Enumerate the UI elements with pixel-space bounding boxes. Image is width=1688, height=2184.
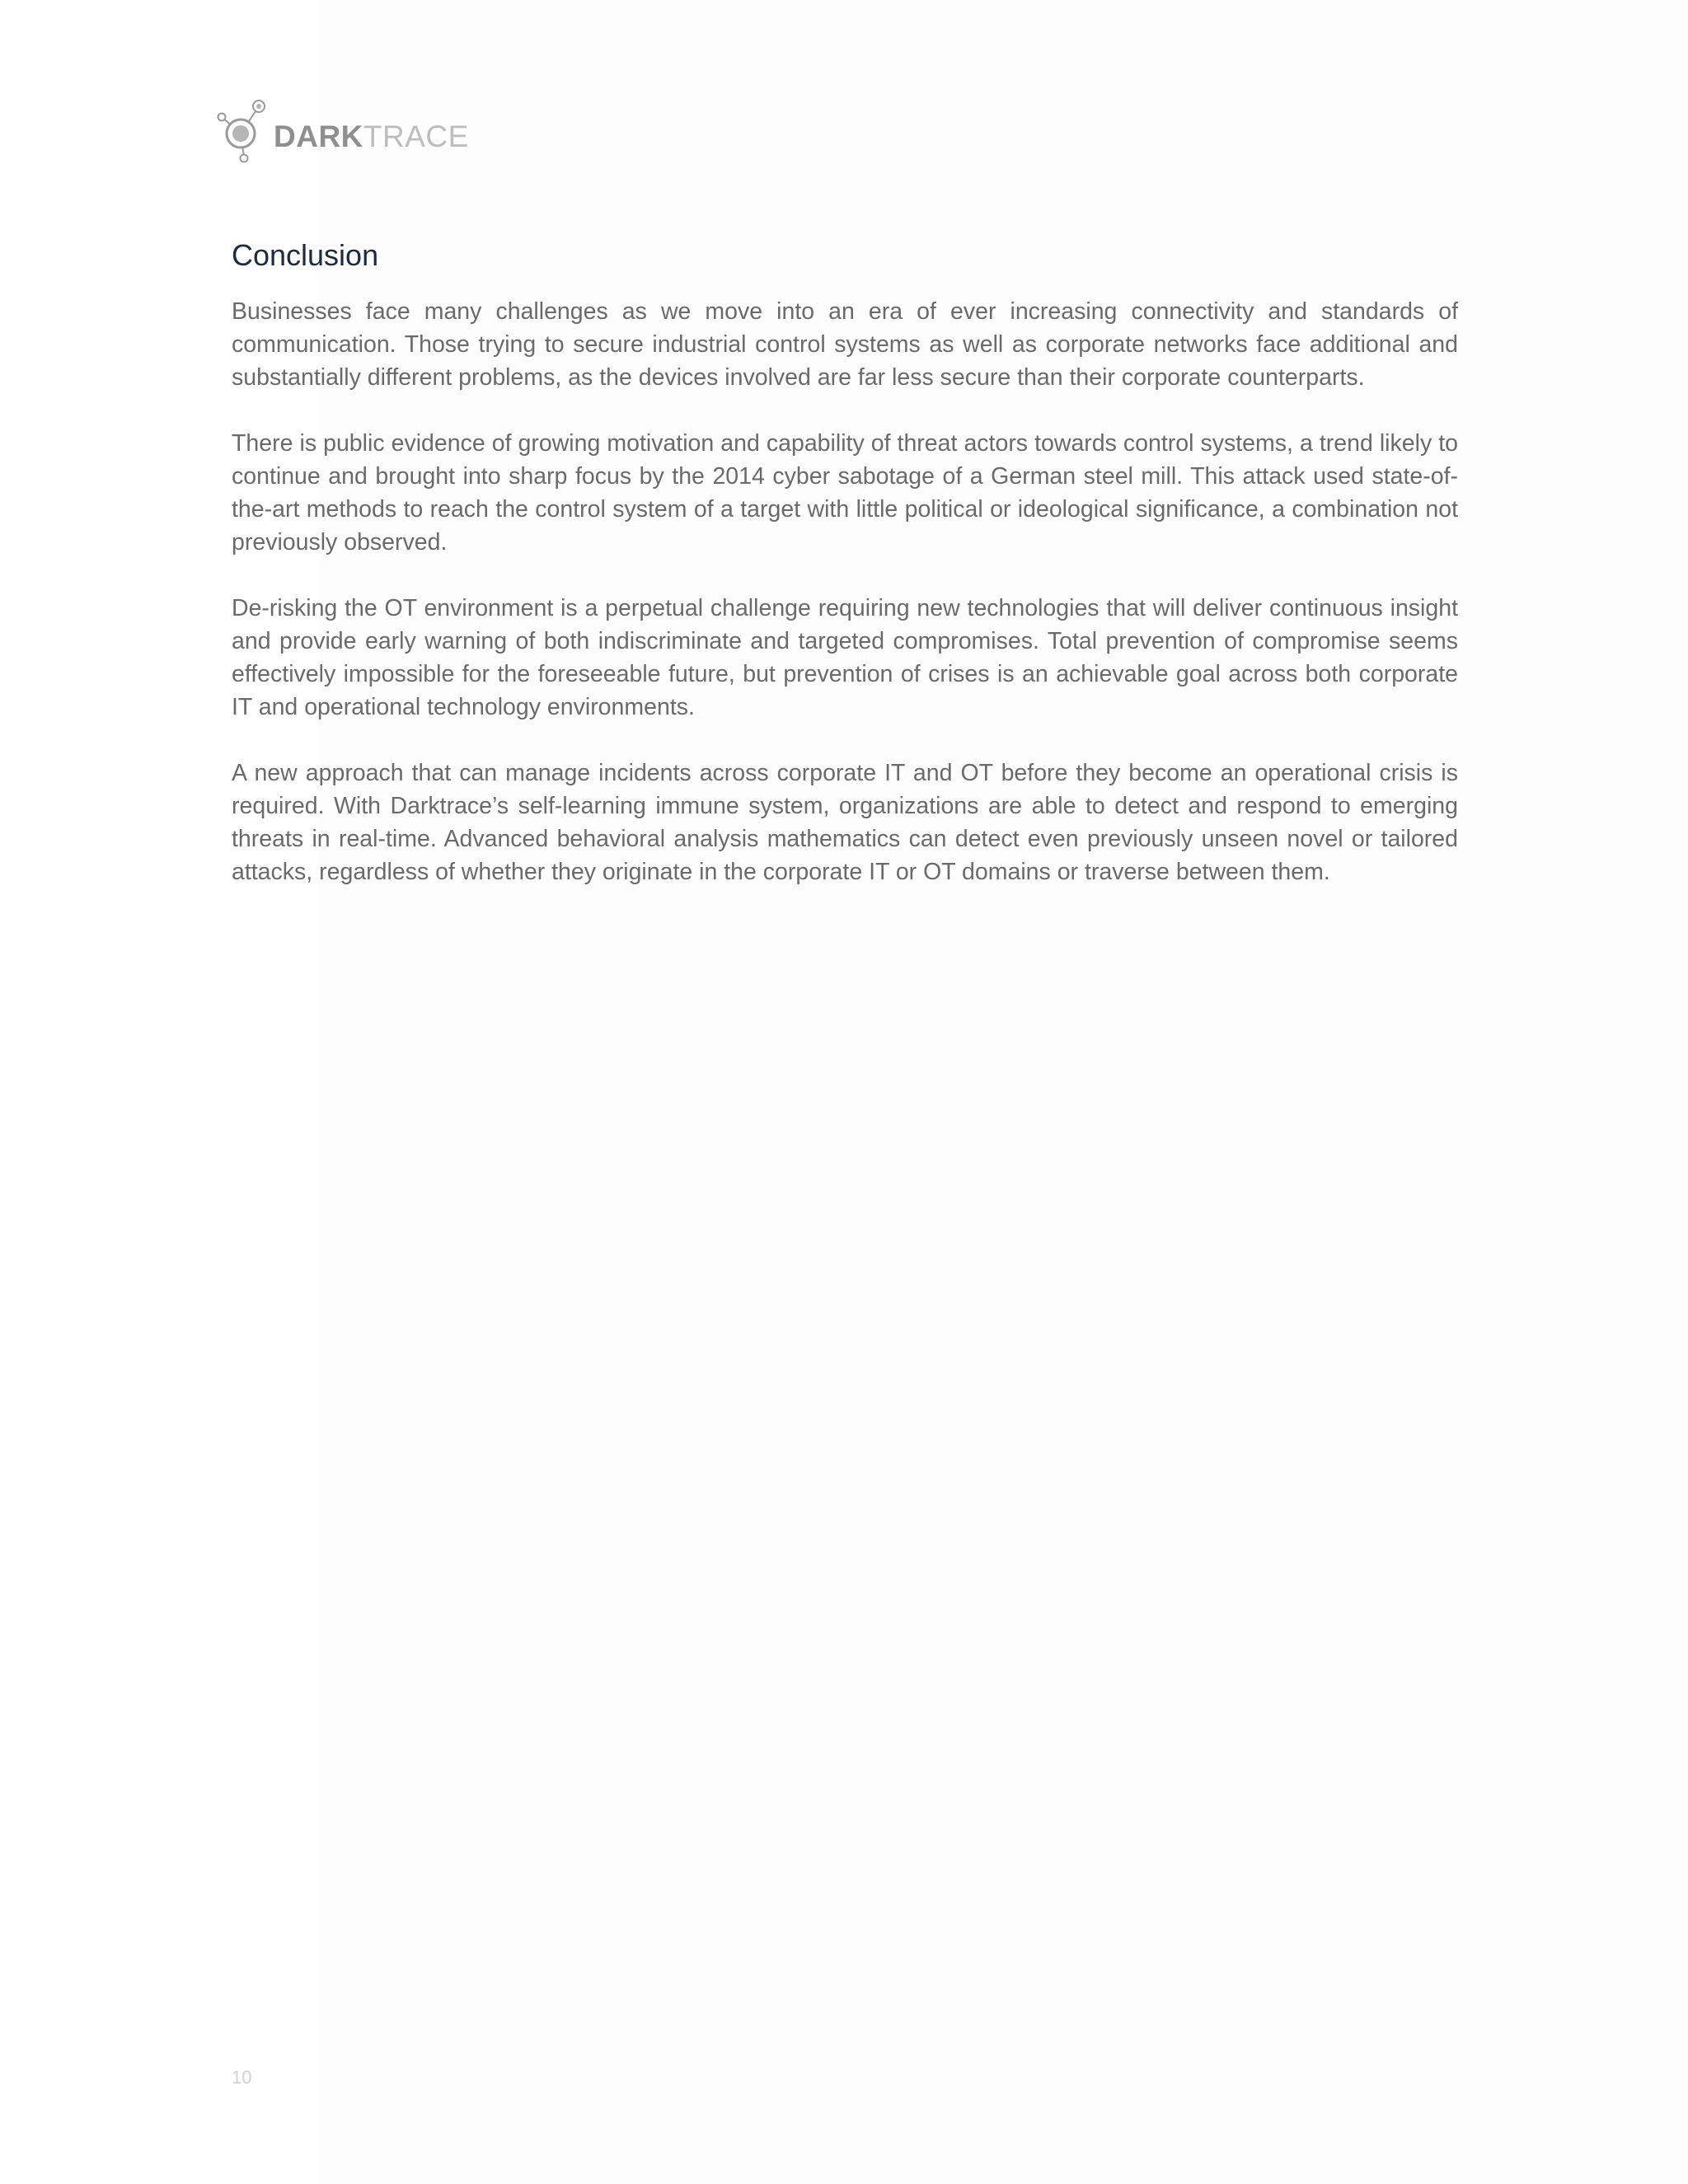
paragraph: A new approach that can manage incidents across corporate IT and OT before they become an operational crisis is required. With Darktrace’s self-learning immune system, organizations are able to detect and respond to emerging threats in real-time. Advanced behavioral analysis mathematics can detect even previously unseen novel or tailored attacks, regardless of whether they originate in the corporate IT or OT domains or traverse between them. xyxy=(232,760,1458,885)
page-number: 10 xyxy=(232,2067,252,2088)
darktrace-logo xyxy=(216,97,469,163)
logo-wordmark xyxy=(274,121,469,152)
section-body xyxy=(232,295,1458,921)
paragraph: There is public evidence of growing motivation and capability of threat actors towards control systems, a trend likely to continue and brought into sharp focus by the 2014 cyber sabotage of a German steel mill. This attack used state-of-the-art methods to reach the control system of a target with little political or ideological significance, a combination not previously observed. xyxy=(232,430,1458,555)
logo-wordmark-dark: DARK xyxy=(274,119,363,153)
paragraph: De-risking the OT environment is a perpetual challenge requiring new technologies that will deliver continuous insight and provide early warning of both indiscriminate and targeted compromises. Total prevention of compromise seems effectively impossible for the foreseeable future, but prevention of crises is an achievable goal across both corporate IT and operational technology environments. xyxy=(232,595,1458,720)
section-title: Conclusion xyxy=(232,238,379,272)
darktrace-node-icon xyxy=(216,99,272,165)
paragraph: Businesses face many challenges as we move into an era of ever increasing connectivity and standards of communication. Those trying to secure industrial control systems as well as corporate networks face additional and substantially different problems, as the devices involved are far less secure than their corporate counterparts. xyxy=(232,298,1458,391)
logo-wordmark-trace: TRACE xyxy=(363,119,469,153)
